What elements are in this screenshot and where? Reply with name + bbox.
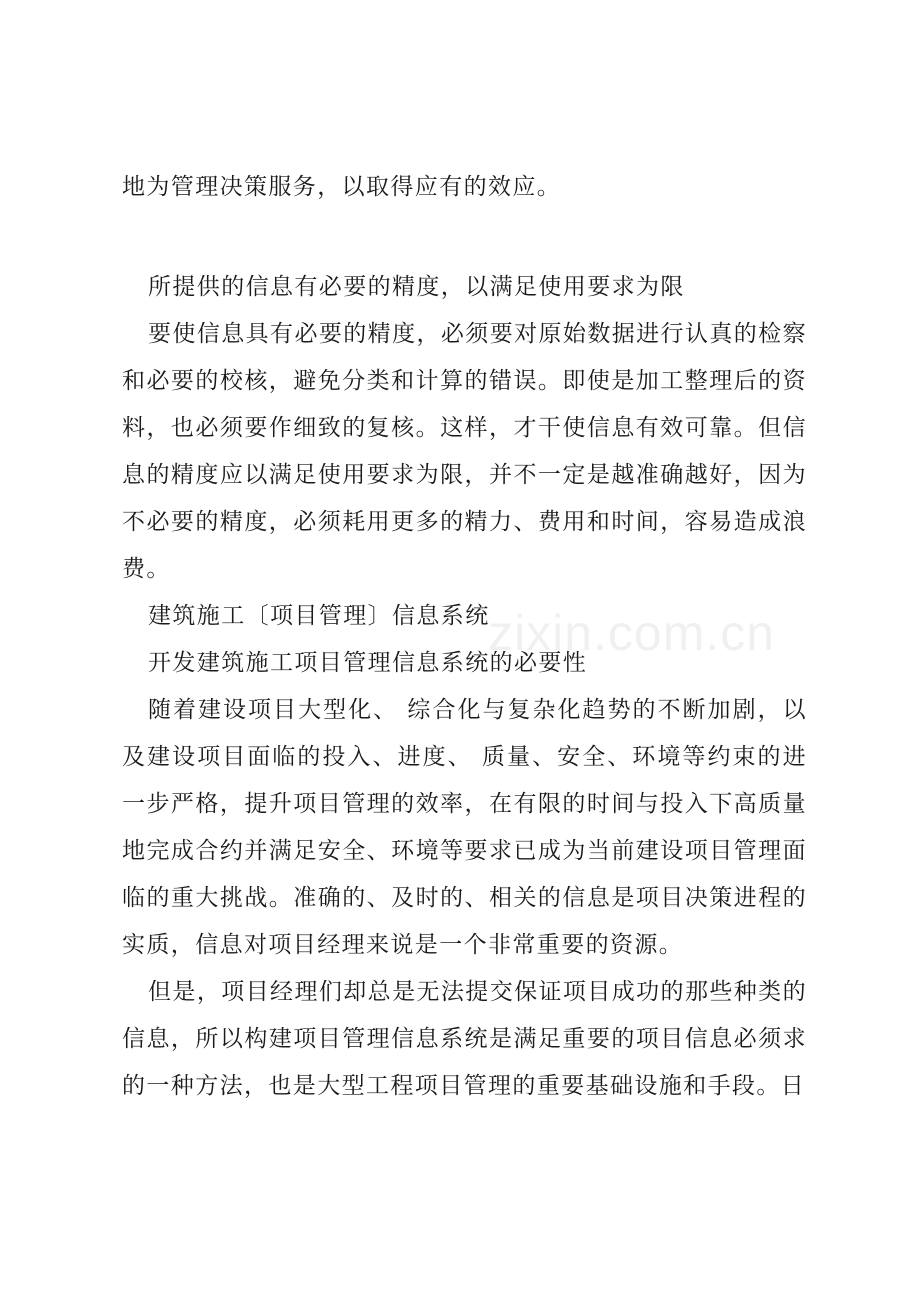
paragraph-1: 地为管理决策服务，以取得应有的效应。	[122, 174, 562, 200]
watermark: zixin.com.cn	[488, 605, 776, 661]
section-heading-info-system: 建筑施工〔项目管理〕信息系统	[148, 603, 490, 629]
paragraph-4: 但是，项目经理们却总是无法提交保证项目成功的那些种类的信息，所以构建项目管理信息系统是满足重要的项目信息必须求的一种方法，也是大型工程项目管理的重要基础设施和手段。日	[122, 979, 807, 1099]
paragraph-3: 随着建设项目大型化、 综合化与复杂化趋势的不断加剧，以及建设项目面临的投入、进度、 质量、安全、环境等约束的进一步严格，提升项目管理的效率，在有限的时间与投入下高质量地完成合约并满足安全、环境等要求已成为当前建设项目管理面临的重大挑战。准确的、及时的、相关的信息是项目决策进程的实质，信息对项目经理来说是一个非常重要的资源。	[122, 697, 807, 958]
document-body	[122, 164, 807, 1110]
section-heading-precision: 所提供的信息有必要的精度，以满足使用要求为限	[148, 274, 685, 300]
paragraph-2: 要使信息具有必要的精度，必须要对原始数据进行认真的检察和必要的校核，避免分类和计算的错误。即使是加工整理后的资料，也必须要作细致的复核。这样，才干使信息有效可靠。但信息的精度应以满足使用要求为限，并不一定是越准确越好，因为不必要的精度，必须耗用更多的精力、费用和时间，容易造成浪费。	[122, 321, 807, 582]
subsection-heading-necessity: 开发建筑施工项目管理信息系统的必要性	[148, 650, 588, 676]
